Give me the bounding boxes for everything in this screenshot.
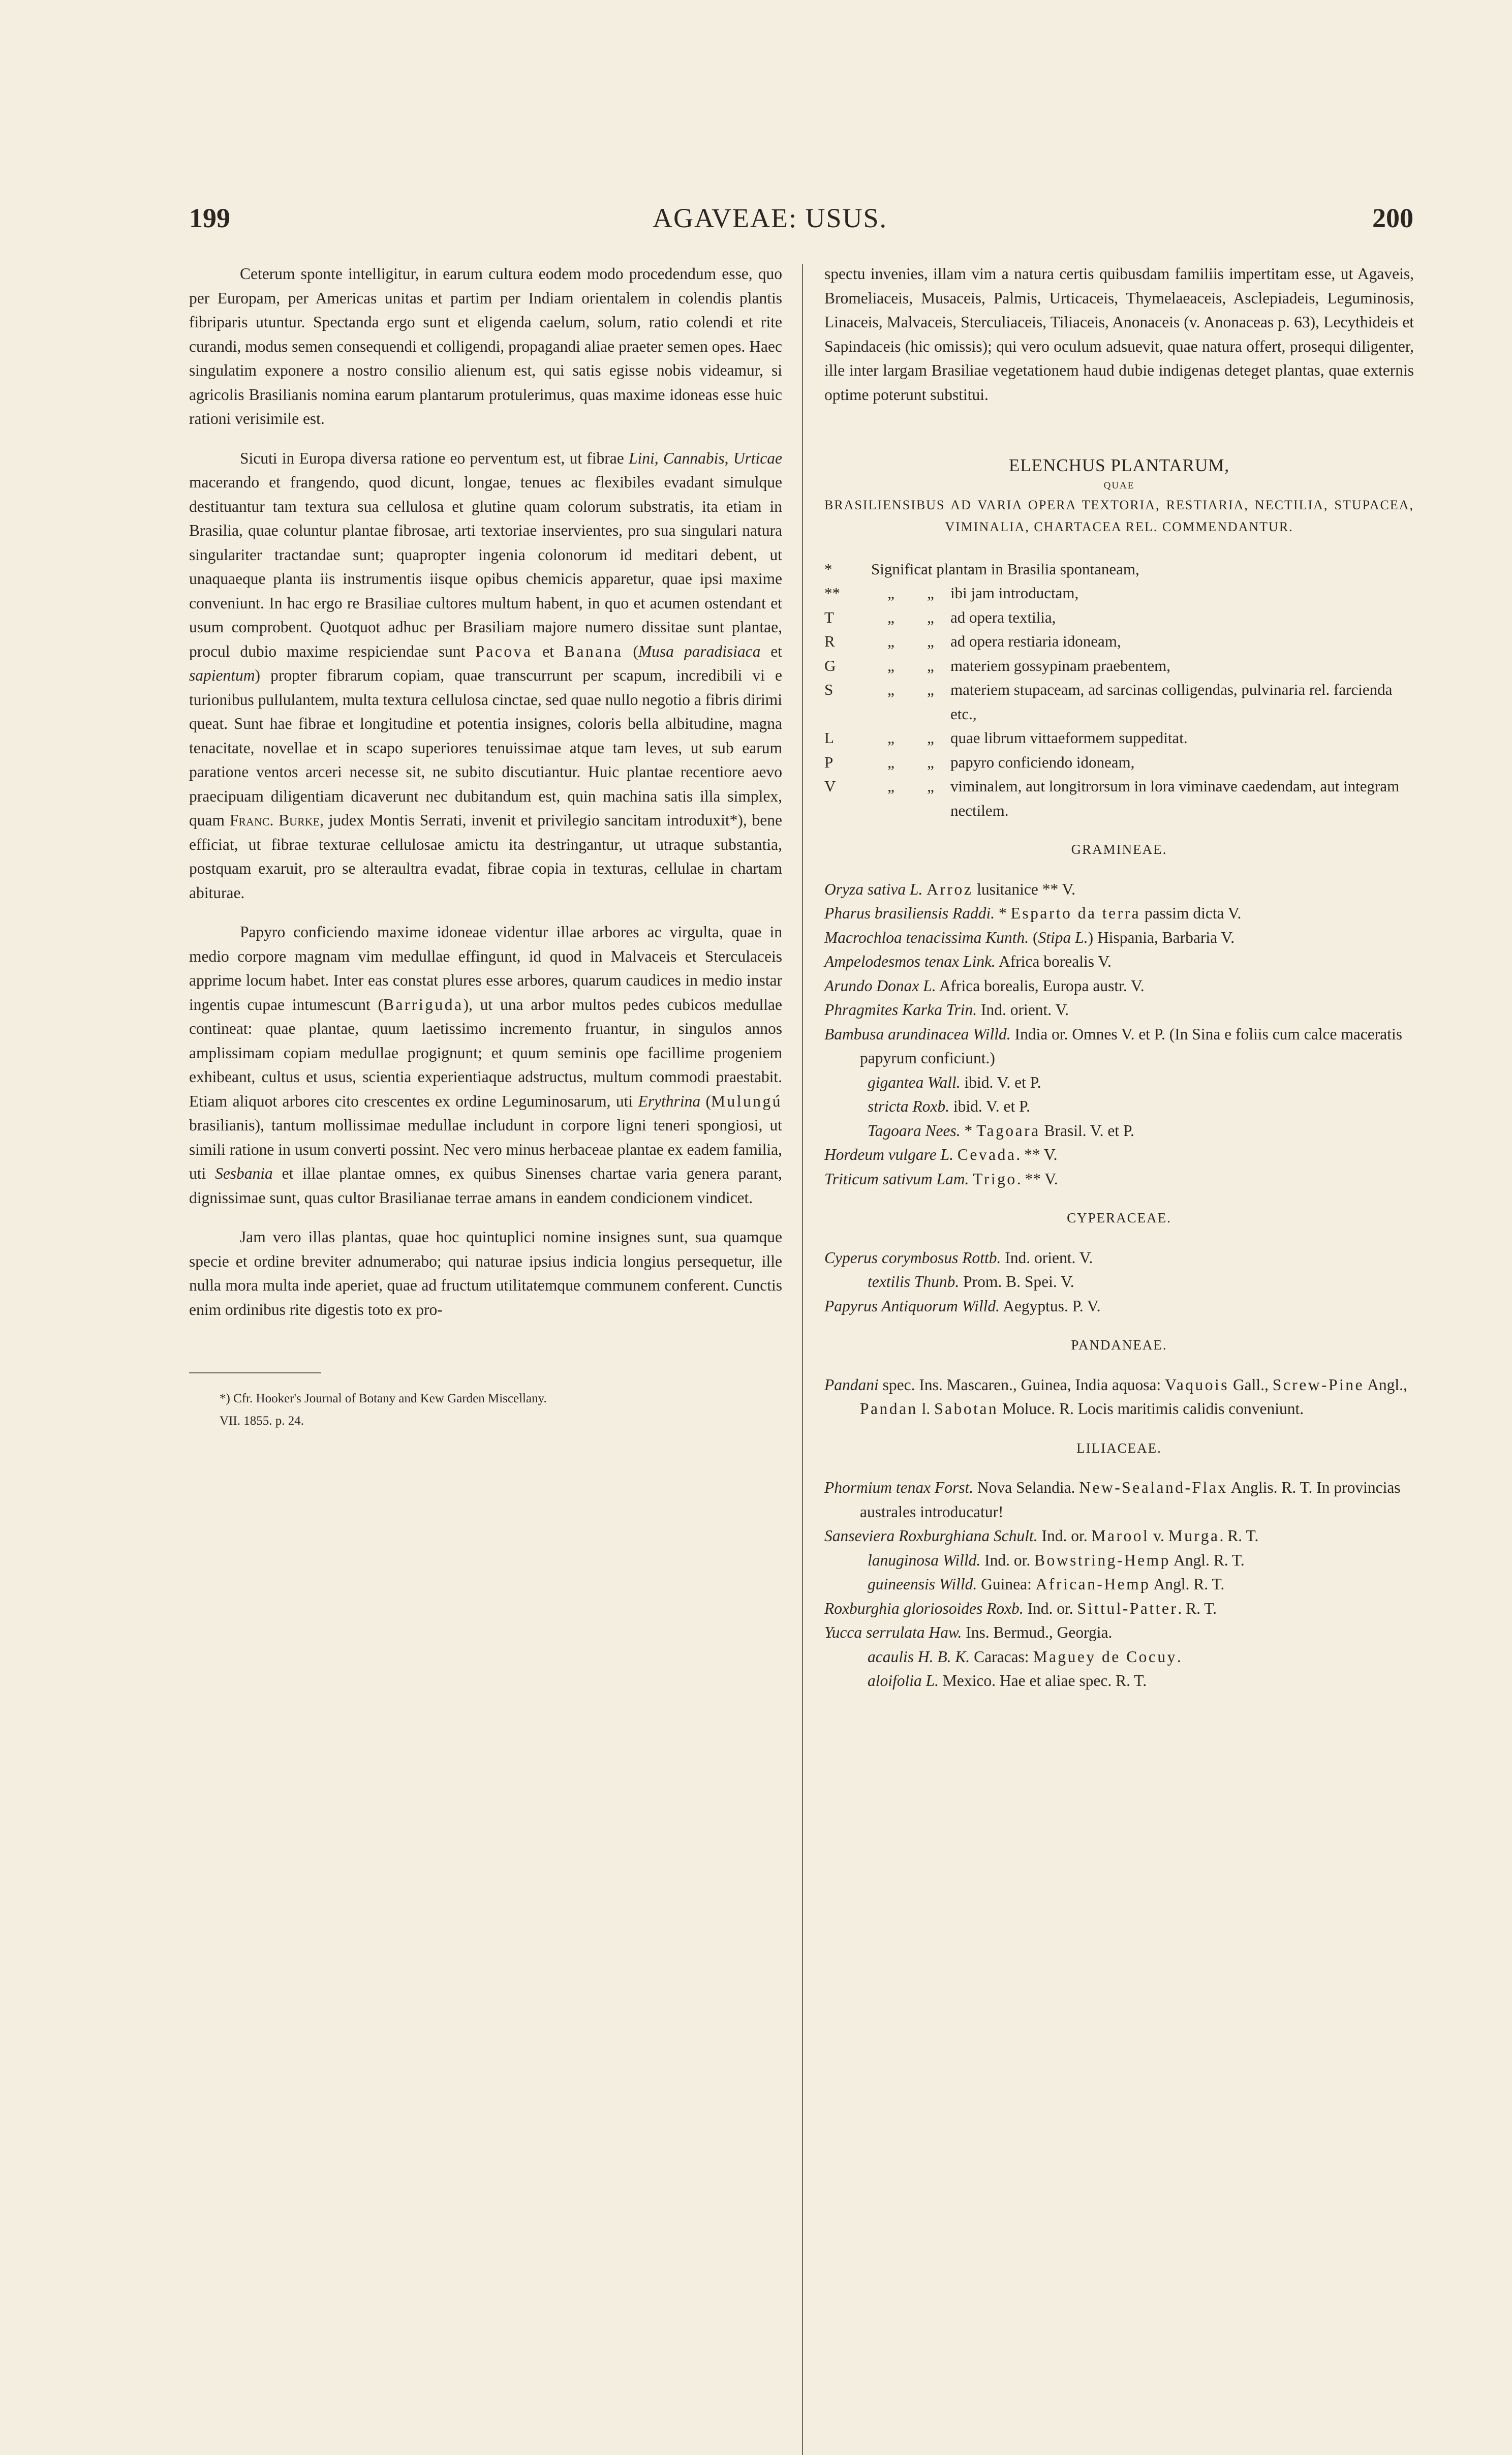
plant-entry: Roxburghia gloriosoides Roxb. Ind. or. Sittul-Patter. R. T.	[824, 1599, 1217, 1617]
plant-entry: Triticum sativum Lam. Trigo. ** V.	[824, 1170, 1058, 1188]
left-column	[189, 262, 782, 1432]
legend	[824, 557, 1414, 823]
legend-row: L „ „ quae librum vittaeformem suppeditat.	[824, 729, 1188, 747]
family-heading: GRAMINEAE.	[1071, 842, 1167, 857]
family-heading: CYPERACEAE.	[1067, 1210, 1171, 1225]
running-title: AGAVEAE: USUS.	[652, 203, 888, 233]
left-page-number: 199	[189, 203, 230, 233]
plant-entry: Tagoara Nees. * Tagoara Brasil. V. et P.	[868, 1121, 1134, 1140]
elenchus-title: ELENCHUS PLANTARUM,	[1008, 455, 1230, 475]
legend-row: P „ „ papyro conficiendo idoneam,	[824, 753, 1135, 771]
plant-entry: Macrochloa tenacissima Kunth. (Stipa L.) Hispania, Barbaria V.	[824, 928, 1235, 946]
plant-entry: Papyrus Antiquorum Willd. Aegyptus. P. V.	[824, 1297, 1101, 1315]
plant-entry: Pharus brasiliensis Raddi. * Esparto da terra passim dicta V.	[824, 904, 1242, 922]
footnote: *) Cfr. Hooker's Journal of Botany and Kew Garden Miscellany. VII. 1855. p. 24.	[220, 1392, 547, 1428]
plant-entry: Bambusa arundinacea Willd. India or. Omnes V. et P. (In Sina e foliis cum calce maceratis papyrum conficiunt.)	[824, 1025, 1403, 1067]
plant-entry: aloifolia L. Mexico. Hae et aliae spec. R. T.	[868, 1672, 1147, 1690]
legend-row: ** „ „ ibi jam introductam,	[824, 584, 1079, 602]
plant-entry: acaulis H. B. K. Caracas: Maguey de Cocuy.	[868, 1647, 1181, 1666]
plant-entry: gigantea Wall. ibid. V. et P.	[868, 1073, 1041, 1091]
plant-entry: Cyperus corymbosus Rottb. Ind. orient. V.	[824, 1248, 1093, 1267]
legend-row: R „ „ ad opera restiaria idoneam,	[824, 632, 1121, 650]
family-heading: PANDANEAE.	[1071, 1337, 1167, 1353]
plant-entry: Sanseviera Roxburghiana Schult. Ind. or. Marool v. Murga. R. T.	[824, 1527, 1259, 1545]
plant-entry: Oryza sativa L. Arroz lusitanice ** V.	[824, 880, 1076, 898]
plant-list	[824, 838, 1414, 1693]
paragraph: Jam vero illas plantas, quae hoc quintuplici nomine insignes sunt, sua quamque specie et ordine breviter adnumerabo; qui naturae ipsius indicia longius persequetur, ille nulla mora multa inde aperiet, quae ad fructum utilitatemque communem conferent. Cunctis enim ordinibus rite digestis toto ex pro-	[189, 1228, 782, 1318]
plant-entry: Phragmites Karka Trin. Ind. orient. V.	[824, 1001, 1069, 1019]
plant-entry: Phormium tenax Forst. Nova Selandia. New-Sealand-Flax Anglis. R. T. In provincias australes introducatur!	[824, 1479, 1401, 1521]
column-rule	[802, 264, 803, 2455]
plant-entry: Yucca serrulata Haw. Ins. Bermud., Georgia.	[824, 1623, 1113, 1641]
plant-entry: guineensis Willd. Guinea: African-Hemp Angl. R. T.	[868, 1575, 1225, 1593]
plant-entry: lanuginosa Willd. Ind. or. Bowstring-Hemp Angl. R. T.	[868, 1551, 1245, 1569]
legend-row: * Significat plantam in Brasilia spontaneam,	[824, 560, 1139, 578]
elenchus-subtitle: BRASILIENSIBUS AD VARIA OPERA TEXTORIA, RESTIARIA, NECTILIA, STUPACEA, VIMINALIA, CHARTACEA REL. COMMENDANTUR.	[824, 497, 1414, 534]
family-heading: LILIACEAE.	[1076, 1440, 1162, 1456]
paragraph: Sicuti in Europa diversa ratione eo perventum est, ut fibrae Lini, Cannabis, Urticae macerando et frangendo, quod dicunt, longae, tenues ac flexibiles evadant simulque destituantur tam textura sua cellulosa et glutine quam colorum substratis, ita etiam in Brasilia, quae coluntur plantae fibrosae, arti textoriae inservientes, pro sua singulari natura singulariter tractandae sunt; quapropter ingenia colonorum id meditari debent, ut unaquaeque planta iis instrumentis iisque opibus chemicis apparetur, quae ipsi maxime conveniunt. In hac ergo re Brasiliae cultores multum habent, in quo et acumen ostendant et usum comprobent. Quotquot adhuc per Brasiliam majore numero dissitae sunt plantae, procul dubio maxime respiciendae sunt Pacova et Banana (Musa paradisiaca et sapientum) propter fibrarum copiam, quae transcurrunt per scapum, incredibili vi e turionibus pullulantem, multa textura cellulosa cinctae, sed quae nullo negotio a fibris dirimi queat. Sunt hae fibrae et longitudine et potentia insignes, coloris bella albitudine, magna tenacitate, novellae et in scapo superiores tenuissimae atque tam leves, ut sub earum paratione ventos arceri necesse sit, ne subito discutiantur. Huic plantae recentiore aevo praecipuam diligentiam dicaverunt nec dubitandum est, quin machina satis illa simplex, quam Franc. Burke, judex Montis Serrati, invenit et privilegio sancitam introduxit*), bene efficiat, ut fibrae texturae cellulosae amictu ita destringantur, ut utraque substantia, postquam exaruit, pro se alteraultra evadat, fibrae copia in texturas, cellulae in chartam abiturae.	[189, 449, 783, 902]
legend-row: G „ „ materiem gossypinam praebentem,	[824, 656, 1171, 674]
right-column	[824, 262, 1414, 1693]
plant-entry: stricta Roxb. ibid. V. et P.	[868, 1097, 1030, 1115]
legend-row: T „ „ ad opera textilia,	[824, 608, 1056, 626]
right-page-number: 200	[1372, 203, 1413, 233]
paragraph: Ceterum sponte intelligitur, in earum cultura eodem modo procedendum esse, quo per Europam, per Americas unitas et partim per Indiam orientalem in colendis plantis fibriparis utuntur. Spectanda ergo sunt et eligenda caelum, solum, ratio colendi et rite curandi, modus semen consequendi et colligendi, propagandi aliae praeter semen opes. Haec singulatim exponere a nostro consilio alienum est, qui satis egisse nobis videamur, si agricolis Brasilianis nomina earum plantarum protulerimus, quas maxime idoneas esse huic rationi verisimile est.	[189, 265, 782, 427]
paragraph: spectu invenies, illam vim a natura certis quibusdam familiis impertitam esse, ut Agaveis, Bromeliaceis, Musaceis, Palmis, Urticaceis, Thymelaeaceis, Asclepiadeis, Leguminosis, Linaceis, Malvaceis, Sterculiaceis, Tiliaceis, Anonaceis (v. Anonaceas p. 63), Lecythideis et Sapindaceis (hic omissis); qui vero oculum adsuevit, quae natura offert, prosequi diligenter, ille inter largam Brasiliae vegetationem haud dubie indigenas deteget plantas, quae externis optime poterunt substitui.	[824, 265, 1414, 404]
plant-entry: Ampelodesmos tenax Link. Africa borealis V.	[824, 953, 1112, 970]
plant-entry: textilis Thunb. Prom. B. Spei. V.	[868, 1273, 1074, 1291]
plant-entry: Pandani spec. Ins. Mascaren., Guinea, India aquosa: Vaquois Gall., Screw-Pine Angl., Pandan l. Sabotan Moluce. R. Locis maritimis calidis conveniunt.	[824, 1375, 1407, 1418]
plant-entry: Hordeum vulgare L. Cevada. ** V.	[824, 1146, 1058, 1163]
legend-row: V „ „ viminalem, aut longitrorsum in lora viminave caedendam, aut integram nectilem.	[824, 777, 1400, 819]
footnote-rule	[189, 1372, 321, 1373]
elenchus-quae: QUAE	[1103, 480, 1135, 491]
legend-row: S „ „ materiem stupaceam, ad sarcinas colligendas, pulvinaria rel. farcienda etc.,	[824, 681, 1393, 723]
plant-entry: Arundo Donax L. Africa borealis, Europa austr. V.	[824, 976, 1145, 995]
paragraph: Papyro conficiendo maxime idoneae videntur illae arbores ac virgulta, quae in medio corpore magnam vim medullae effingunt, id quod in Malvaceis et Sterculaceis apprime locum habet. Inter eas constat plures esse arbores, quarum caudices in medio instar ingentis cupae intumescunt (Barriguda), ut una arbor multos pedes cubicos medullae contineat: quae plantae, quum laetissimo incremento fruantur, in singulos annos amplissimam copiam medullae progignunt; et quum seminis ope facillime progeniem exhibeant, cultus et usus, scientia experientiaque adstructus, multum commodi praestabit. Etiam aliquot arbores cito crescentes ex ordine Leguminosarum, uti Erythrina (Mulungú brasilianis), tantum mollissimae medullae includunt in corpore ligni teneri spongiosi, ut simili ratione in usum converti possint. Nec vero minus herbaceae plantae ex eadem familia, uti Sesbania et illae plantae omnes, ex quibus Sinenses chartae varia genera parant, dignissimae sunt, quas cultor Brasilianae terrae amans in eandem condicionem vindicet.	[189, 923, 782, 1207]
